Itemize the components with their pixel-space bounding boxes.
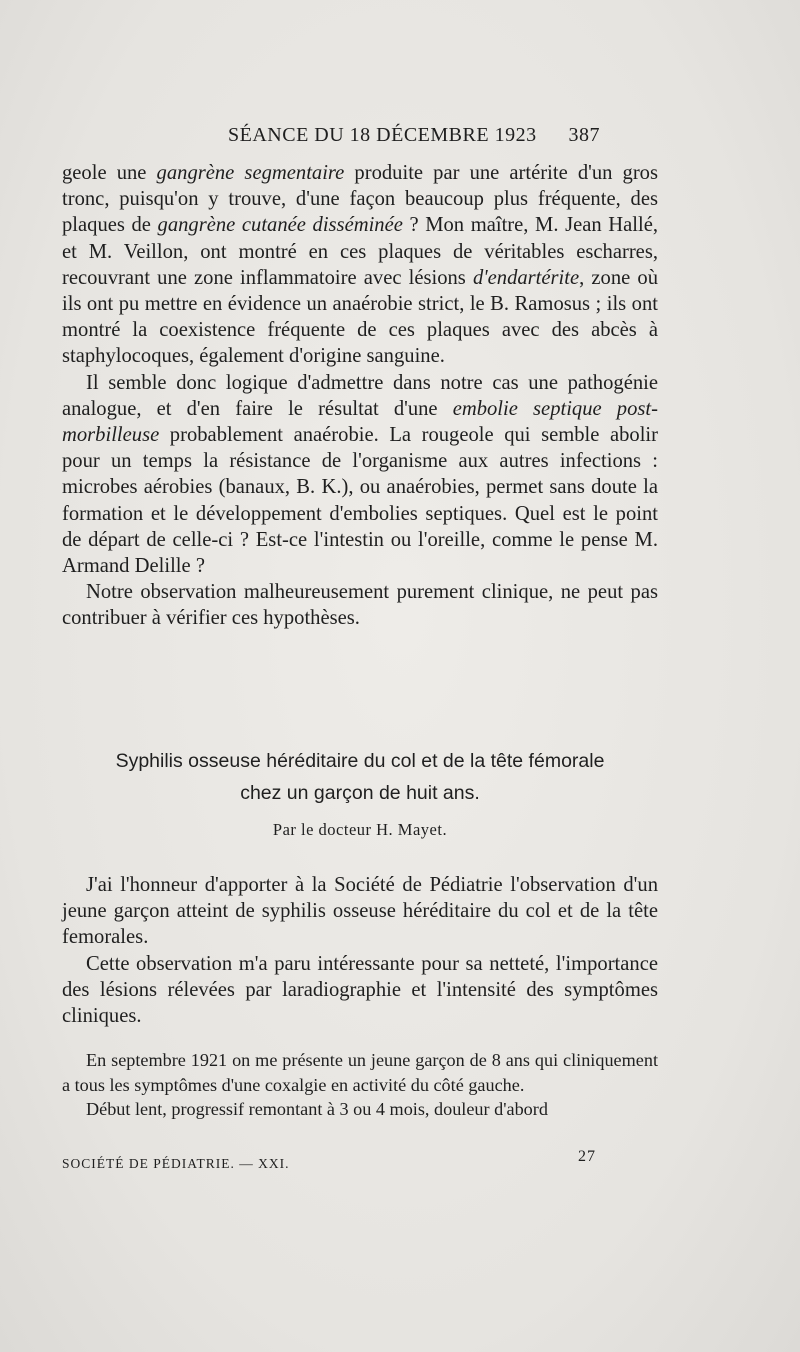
paragraph: J'ai l'honneur d'apporter à la Société de Pédiatrie l'observation d'un jeune garçon atteint de syphilis osseuse héréditaire du col et de la tête femorales.: [62, 874, 658, 949]
article-title: [62, 745, 658, 809]
page-footer: [62, 1148, 622, 1172]
signature-mark: 27: [578, 1148, 596, 1165]
italic-run: d'endartérite: [472, 266, 580, 289]
article-title-line: Syphilis osseuse héréditaire du col et de la tête fémorale: [115, 750, 605, 772]
case-report: [62, 1048, 658, 1122]
paragraph: [62, 370, 658, 580]
article-title-line: chez un garçon de huit ans.: [240, 782, 480, 804]
italic-run: gangrène segmentaire: [156, 162, 345, 184]
text-run: produite par une artérite d'un gros tronc, puisqu'on y trouve, d'une façon beaucoup plus fréquente, des plaques de: [62, 162, 658, 237]
text-run: ? Mon maître, M. Jean Hallé, et M. Veillon, ont montré en ces plaques de véritables escharres, recouvrant une zone inflammatoire avec lésions: [62, 214, 658, 289]
text-run: geole une: [62, 162, 157, 184]
paragraph: Début lent, progressif remontant à 3 ou 4 mois, douleur d'abord: [86, 1099, 548, 1119]
paragraph: En septembre 1921 on me présente un jeune garçon de 8 ans qui cliniquement a tous les symptômes d'une coxalgie en activité du côté gauche.: [62, 1050, 658, 1095]
page-number: 387: [568, 124, 600, 146]
paragraph: Notre observation malheureusement purement clinique, ne peut pas contribuer à vérifier ces hypothèses.: [62, 581, 658, 630]
running-title: SÉANCE DU 18 DÉCEMBRE 1923: [228, 124, 537, 146]
text-run: , zone où ils ont pu mettre en évidence un anaérobie strict, le B. Ramosus ; ils ont montré la coexistence fréquente de ces plaques avec des abcès à staphylocoques, également d'origine sanguine.: [62, 266, 659, 368]
byline: Par le docteur H. Mayet.: [272, 820, 448, 839]
text-run: probablement anaérobie. La rougeole qui semble abolir pour un temps la résistance de l'organisme aux autres infections : microbes aérobies (banaux, B. K.), ou anaérobies, permet sans doute la formation et le développement d'embolies septiques. Quel est le point de départ de celle-ci ? Est-ce l'intestin ou l'oreille, comme le pense M. Armand Delille ?: [62, 424, 658, 578]
article-intro: [62, 872, 658, 1029]
italic-run: embolie septique post-morbilleuse: [62, 397, 658, 447]
journal-footer: SOCIÉTÉ DE PÉDIATRIE. — XXI.: [62, 1156, 290, 1171]
text-run: Il semble donc logique d'admettre dans notre cas une pathogénie analogue, et d'en faire le résultat d'une: [62, 371, 658, 420]
continued-text: [62, 160, 658, 632]
paragraph: Cette observation m'a paru intéressante pour sa netteté, l'importance des lésions rélevées par laradiographie et l'intensité des symptômes cliniques.: [62, 952, 658, 1028]
paragraph: [62, 160, 658, 370]
italic-run: gangrène cutanée disséminée: [157, 214, 403, 237]
